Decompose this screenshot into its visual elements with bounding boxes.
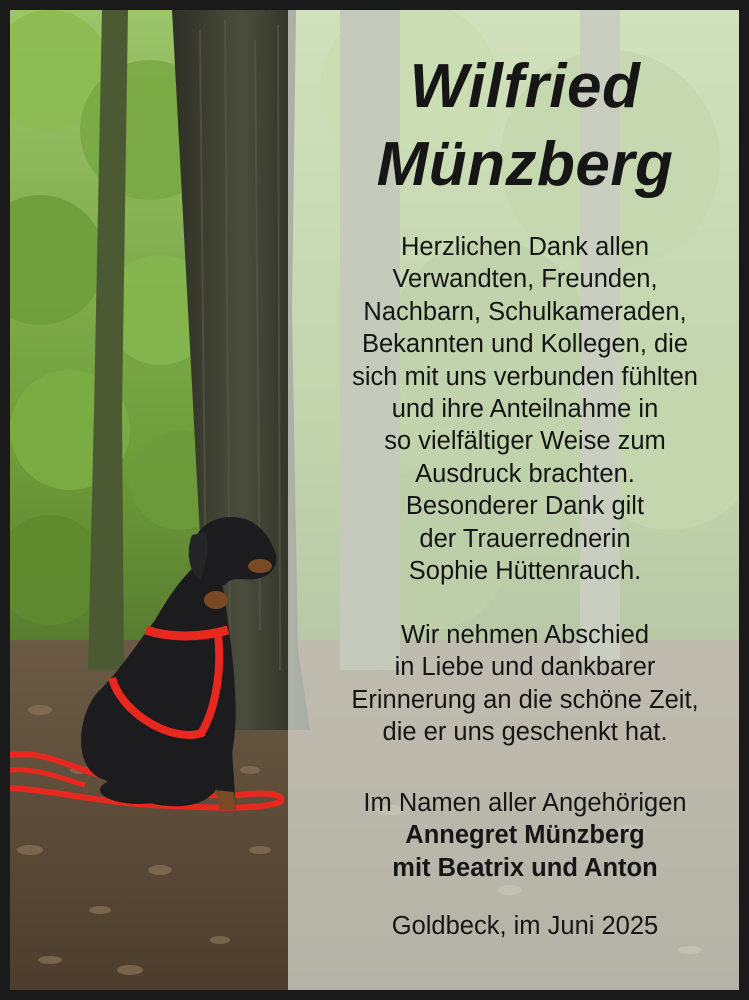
thanks-line: Nachbarn, Schulkameraden, (363, 297, 687, 326)
thanks-line: und ihre Anteilnahme in (391, 395, 659, 424)
thanks-paragraph (300, 231, 739, 587)
obituary-text (300, 10, 739, 990)
farewell-line: die er uns geschenkt hat. (382, 718, 668, 747)
farewell-line: in Liebe und dankbarer (394, 653, 656, 682)
place-date-text: Goldbeck, im Juni 2025 (391, 912, 659, 940)
thanks-line: so vielfältiger Weise zum (384, 427, 666, 456)
farewell-line: Wir nehmen Abschied (400, 621, 650, 649)
thanks-line: Ausdruck brachten. (415, 459, 635, 488)
thanks-line: Bekannten und Kollegen, die (361, 330, 689, 359)
obituary-card (10, 10, 739, 990)
farewell-line: Erinnerung an die schöne Zeit, (351, 685, 699, 714)
farewell-paragraph (300, 619, 739, 749)
deceased-last-name: Münzberg (376, 130, 674, 199)
place-date (300, 910, 739, 942)
thanks-line: Sophie Hüttenrauch. (408, 557, 642, 586)
thanks-line: sich mit uns verbunden fühlten (352, 362, 698, 391)
thanks-line: Herzlichen Dank allen (400, 233, 650, 261)
family-name-primary: Annegret Münzberg (405, 821, 645, 850)
family-intro: Im Namen aller Angehörigen (363, 789, 687, 817)
family-signature (300, 787, 739, 884)
deceased-first-name: Wilfried (409, 52, 641, 121)
thanks-line: der Trauerrednerin (419, 524, 631, 553)
thanks-line: Besonderer Dank gilt (405, 492, 645, 521)
thanks-line: Verwandten, Freunden, (392, 265, 658, 294)
family-name-secondary: mit Beatrix und Anton (392, 853, 658, 882)
